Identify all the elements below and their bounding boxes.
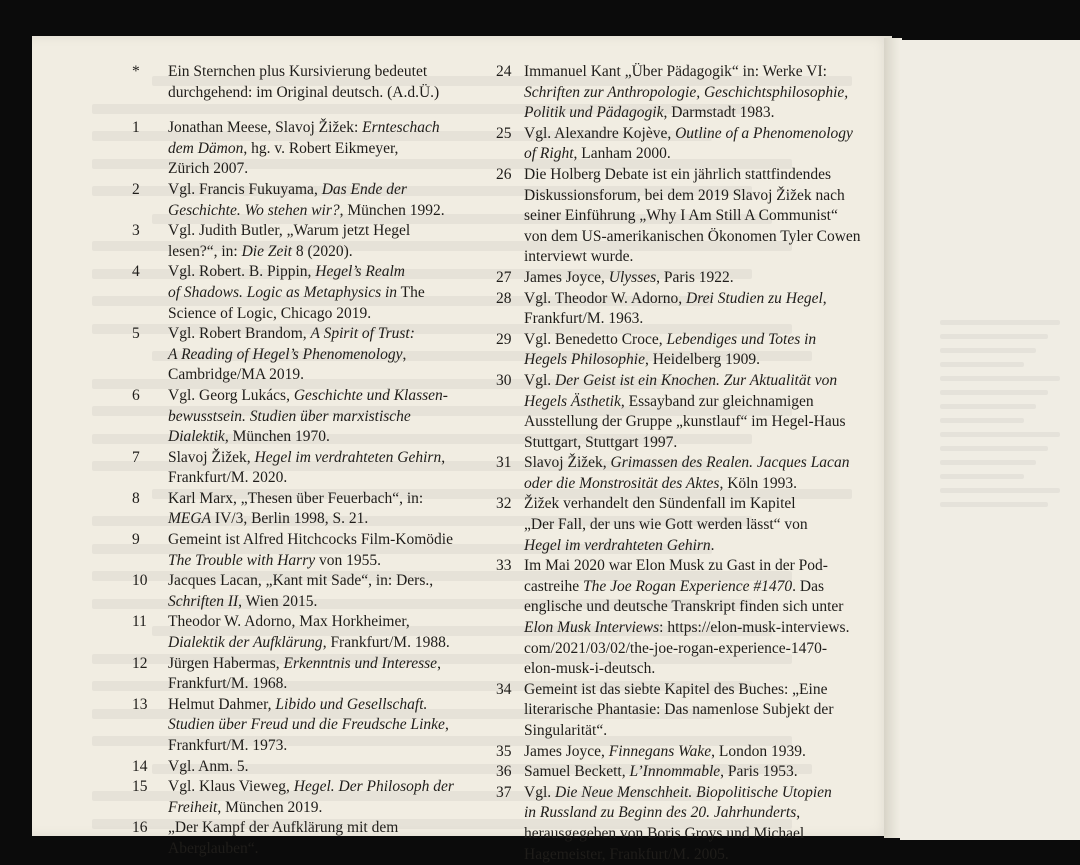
endnote-asterisk bbox=[128, 62, 488, 103]
endnote-number: 32 bbox=[496, 495, 512, 513]
endnote-text-run: , München 1970. bbox=[224, 428, 330, 446]
endnote-italic-title: Erkenntnis und Interesse bbox=[283, 654, 438, 672]
endnote-text-run: Vgl. Georg Lukács, bbox=[168, 386, 294, 404]
endnote-italic-title: Drei Studien zu Hegel bbox=[686, 289, 823, 307]
endnote-text bbox=[524, 680, 878, 742]
endnote-text bbox=[168, 221, 488, 262]
endnote-number: 10 bbox=[132, 572, 148, 590]
endnote-28 bbox=[488, 289, 878, 330]
endnote-number: 3 bbox=[132, 222, 140, 240]
endnote-number: 1 bbox=[132, 119, 140, 137]
endnote-26 bbox=[488, 165, 878, 268]
endnote-text-run: , Frankfurt/M. 1968. bbox=[168, 654, 441, 693]
endnote-text bbox=[524, 371, 878, 453]
endnote-text-run: . bbox=[710, 536, 715, 554]
endnote-text-run: Slavoj Žižek, bbox=[524, 454, 611, 472]
show-through-line bbox=[940, 502, 1048, 507]
endnote-number: 11 bbox=[132, 613, 147, 631]
endnote-33 bbox=[488, 556, 878, 680]
endnote-9 bbox=[128, 530, 488, 571]
endnote-number: 27 bbox=[496, 268, 512, 286]
endnote-text bbox=[524, 494, 878, 556]
endnote-text-run: , Heidelberg 1909. bbox=[644, 351, 761, 369]
endnote-text bbox=[168, 180, 488, 221]
endnote-italic-title: Ernteschach dem Dämon bbox=[168, 119, 440, 157]
endnote-number: 7 bbox=[132, 448, 140, 466]
endnote-text-run: . Das englische und deutsche Transkript finden sich unter bbox=[524, 577, 844, 616]
endnote-text bbox=[524, 289, 878, 330]
endnote-text-run: The Science of Logic, Chicago 2019. bbox=[168, 283, 425, 322]
endnote-4 bbox=[128, 262, 488, 324]
show-through-line bbox=[940, 334, 1048, 339]
endnote-text bbox=[524, 742, 878, 763]
endnote-text-run: Theodor W. Adorno, Max Horkheimer, bbox=[168, 613, 410, 631]
endnote-15 bbox=[128, 777, 488, 818]
endnote-text bbox=[524, 62, 878, 124]
endnote-text-run: Karl Marx, „Thesen über Feuerbach“, in: bbox=[168, 489, 424, 507]
endnote-number: 15 bbox=[132, 778, 148, 796]
endnote-text-run: , Paris 1953. bbox=[720, 763, 798, 781]
endnote-8 bbox=[128, 489, 488, 530]
endnote-text bbox=[524, 762, 878, 783]
endnote-text bbox=[168, 62, 488, 103]
endnote-text-run: Vgl. Francis Fukuyama, bbox=[168, 180, 322, 198]
endnote-6 bbox=[128, 386, 488, 448]
endnote-italic-title: A Spirit of Trust: A Reading of Hegel’s Phenomenology bbox=[168, 325, 415, 363]
endnote-text bbox=[168, 571, 488, 612]
endnote-36 bbox=[488, 762, 878, 783]
show-through-line bbox=[940, 460, 1036, 465]
endnote-number: 5 bbox=[132, 325, 140, 343]
endnote-text-run: Die Holberg Debate ist ein jährlich stattfindendes Diskussionsforum, bei dem 2019 Slavoj Žižek nach seiner Einführung „Why I Am Still A Communist“ von dem US-amerikanischen Ökonomen Tyler Cowen interviewt wurde. bbox=[524, 165, 861, 266]
endnote-34 bbox=[488, 680, 878, 742]
endnote-italic-title: The Joe Rogan Experience #1470 bbox=[582, 577, 793, 595]
endnote-text-run: , Frankfurt/M. 1988. bbox=[322, 634, 450, 652]
show-through-line bbox=[940, 362, 1024, 367]
endnotes-left-column bbox=[128, 62, 488, 860]
endnote-text-run: , Essayband zur gleichnamigen Ausstellung der Gruppe „kunstlauf“ im Hegel-Haus Stuttgart, Stuttgart 1997. bbox=[524, 392, 846, 451]
endnote-number: 36 bbox=[496, 763, 512, 781]
endnote-text bbox=[524, 556, 878, 680]
endnote-text-run: Jonathan Meese, Slavoj Žižek: bbox=[168, 119, 363, 137]
endnote-1 bbox=[128, 118, 488, 180]
endnote-italic-title: Finnegans Wake bbox=[608, 742, 712, 760]
endnote-30 bbox=[488, 371, 878, 453]
endnote-italic-title: Hegel’s Realm of Shadows. Logic as Metaphysics in bbox=[168, 263, 405, 301]
endnote-text-run: von 1955. bbox=[315, 551, 381, 569]
endnote-italic-title: Der Geist ist ein Knochen. Zur Aktualität von Hegels Ästhetik bbox=[524, 371, 838, 410]
endnote-text-run: , Lanham 2000. bbox=[573, 145, 671, 163]
endnote-text-run: Vgl. Judith Butler, „Warum jetzt Hegel lesen?“, in: bbox=[168, 222, 411, 260]
endnote-text-run: James Joyce, bbox=[524, 742, 609, 760]
endnote-text-run: Gemeint ist das siebte Kapitel des Buches: „Eine literarische Phantasie: Das namenlose Subjekt der Singularität“. bbox=[524, 680, 834, 739]
endnote-italic-title: Hegel. Der Philosoph der Freiheit bbox=[168, 778, 454, 816]
endnote-text-run: , Darmstadt 1983. bbox=[663, 104, 775, 122]
endnote-italic-title: Hegel im verdrahteten Gehirn bbox=[524, 536, 711, 554]
endnote-text bbox=[524, 124, 878, 165]
endnote-italic-title: L’Innommable bbox=[629, 763, 721, 781]
endnote-text-run: , München 1992. bbox=[339, 201, 445, 219]
endnote-text-run: Jürgen Habermas, bbox=[168, 654, 284, 672]
endnote-text bbox=[168, 695, 488, 757]
endnote-27 bbox=[488, 268, 878, 289]
endnote-text-run: Helmut Dahmer, bbox=[168, 695, 276, 713]
endnote-text-run: , Frankfurt/M. 1973. bbox=[168, 716, 449, 754]
endnote-italic-title: Die Neue Menschheit. Biopolitische Utopien in Russland zu Beginn des 20. Jahrhunderts bbox=[524, 783, 832, 822]
endnote-text-run: 8 (2020). bbox=[291, 242, 353, 260]
endnote-number: 37 bbox=[496, 783, 512, 801]
endnote-number: 26 bbox=[496, 165, 512, 183]
endnote-29 bbox=[488, 330, 878, 371]
endnote-text-run: , Frankfurt/M. 2020. bbox=[168, 448, 446, 487]
endnote-16 bbox=[128, 818, 488, 859]
endnote-text-run: Ein Sternchen plus Kursivierung bedeutet durchgehend: im Original deutsch. (A.d.Ü.) bbox=[168, 63, 440, 101]
endnote-text-run: , London 1939. bbox=[711, 742, 806, 760]
endnote-text bbox=[168, 489, 488, 530]
endnote-text-run: Jacques Lacan, „Kant mit Sade“, in: Ders., bbox=[168, 572, 434, 590]
endnote-number: 9 bbox=[132, 531, 140, 549]
endnote-number: 28 bbox=[496, 289, 512, 307]
endnote-text bbox=[168, 654, 488, 695]
endnote-number: 2 bbox=[132, 180, 140, 198]
endnote-number: * bbox=[132, 63, 140, 80]
show-through-line bbox=[940, 390, 1048, 395]
endnote-text-run: Vgl. Alexandre Kojève, bbox=[524, 124, 676, 142]
endnote-italic-title: Outline of a Phenomenology of Right bbox=[524, 124, 853, 163]
endnote-italic-title: Schriften zur Anthropologie, Geschichtsphilosophie, Politik und Pädagogik bbox=[524, 83, 849, 122]
endnote-3 bbox=[128, 221, 488, 262]
endnote-number: 25 bbox=[496, 124, 512, 142]
endnote-text bbox=[168, 386, 488, 448]
endnote-number: 13 bbox=[132, 695, 148, 713]
endnotes-right-column bbox=[488, 62, 878, 865]
endnote-text-run: , Cambridge/MA 2019. bbox=[168, 345, 407, 384]
endnote-text bbox=[168, 530, 488, 571]
endnote-number: 35 bbox=[496, 742, 512, 760]
endnote-italic-title: Lebendiges und Totes in Hegels Philosophie bbox=[524, 330, 817, 369]
endnote-italic-title: Dialektik der Aufklärung bbox=[168, 634, 323, 652]
endnote-text-run: Vgl. Theodor W. Adorno, bbox=[524, 289, 687, 307]
endnote-text-run: , hg. v. Robert Eikmeyer, Zürich 2007. bbox=[168, 139, 399, 178]
facing-page-show-through bbox=[900, 40, 1080, 840]
endnote-italic-title: Elon Musk Interviews bbox=[524, 619, 660, 637]
endnote-text-run: Vgl. Robert Brandom, bbox=[168, 325, 311, 343]
endnote-text bbox=[168, 818, 488, 859]
show-through-line bbox=[940, 320, 1060, 325]
endnote-text-run: IV/3, Berlin 1998, S. 21. bbox=[211, 510, 369, 528]
endnote-5 bbox=[128, 324, 488, 386]
show-through-line bbox=[940, 348, 1036, 353]
endnote-text bbox=[524, 330, 878, 371]
endnote-number: 16 bbox=[132, 819, 148, 837]
endnote-number: 33 bbox=[496, 557, 512, 575]
endnote-text-run: , Frankfurt/M. 1963. bbox=[524, 289, 827, 328]
endnote-text-run: James Joyce, bbox=[524, 268, 609, 286]
endnote-italic-title: MEGA bbox=[168, 510, 212, 528]
endnote-text bbox=[524, 453, 878, 494]
endnote-text-run: Samuel Beckett, bbox=[524, 763, 630, 781]
show-through-line bbox=[940, 474, 1024, 479]
show-through-line bbox=[940, 418, 1024, 423]
endnote-31 bbox=[488, 453, 878, 494]
endnote-24 bbox=[488, 62, 878, 124]
endnote-number: 31 bbox=[496, 454, 512, 472]
show-through-line bbox=[940, 446, 1048, 451]
endnote-number: 14 bbox=[132, 757, 148, 775]
show-through-line bbox=[940, 432, 1060, 437]
endnote-32 bbox=[488, 494, 878, 556]
endnote-11 bbox=[128, 612, 488, 653]
endnote-7 bbox=[128, 448, 488, 489]
endnote-number: 6 bbox=[132, 386, 140, 404]
endnote-text-run: Vgl. bbox=[524, 783, 555, 801]
endnote-text bbox=[168, 448, 488, 489]
endnote-text-run: , Paris 1922. bbox=[656, 268, 734, 286]
show-through-line bbox=[940, 376, 1060, 381]
show-through-line bbox=[940, 404, 1036, 409]
endnote-text-run: Žižek verhandelt den Sündenfall im Kapitel „Der Fall, der uns wie Gott werden lässt“ von bbox=[524, 495, 808, 534]
endnote-number: 4 bbox=[132, 263, 140, 281]
endnote-text-run: Vgl. bbox=[524, 371, 555, 389]
endnote-text-run: Vgl. Anm. 5. bbox=[168, 757, 249, 775]
endnote-2 bbox=[128, 180, 488, 221]
endnote-number: 30 bbox=[496, 371, 512, 389]
endnote-number: 29 bbox=[496, 330, 512, 348]
endnote-number: 8 bbox=[132, 489, 140, 507]
endnote-italic-title: Geschichte und Klassen- bewusstsein. Studien über marxistische Dialektik bbox=[168, 386, 448, 446]
endnote-number: 24 bbox=[496, 63, 512, 80]
endnote-number: 34 bbox=[496, 680, 512, 698]
endnote-italic-title: Libido und Gesellschaft. Studien über Freud und die Freudsche Linke bbox=[168, 695, 445, 734]
endnote-text-run: , Wien 2015. bbox=[238, 592, 318, 610]
endnote-italic-title: Das Ende der Geschichte. Wo stehen wir? bbox=[168, 180, 407, 219]
endnote-12 bbox=[128, 654, 488, 695]
facing-page bbox=[900, 40, 1080, 840]
endnote-text-run: , München 2019. bbox=[217, 798, 323, 816]
endnote-text bbox=[168, 324, 488, 386]
endnote-italic-title: Die Zeit bbox=[241, 242, 292, 260]
endnote-text-run: Vgl. Benedetto Croce, bbox=[524, 330, 667, 348]
endnote-italic-title: The Trouble with Harry bbox=[168, 551, 316, 569]
endnote-number: 12 bbox=[132, 654, 148, 672]
endnote-text bbox=[168, 612, 488, 653]
endnote-text-run: Slavoj Žižek, bbox=[168, 448, 255, 466]
endnote-italic-title: Hegel im verdrahteten Gehirn bbox=[254, 448, 442, 466]
endnote-35 bbox=[488, 742, 878, 763]
endnote-italic-title: Schriften II bbox=[168, 592, 239, 610]
endnote-text bbox=[168, 757, 488, 778]
endnote-text bbox=[168, 118, 488, 180]
endnote-text-run: „Der Kampf der Aufklärung mit dem Aberglauben“. bbox=[168, 819, 399, 857]
endnote-text bbox=[168, 262, 488, 324]
endnote-text-run: , Köln 1993. bbox=[719, 474, 797, 492]
endnote-italic-title: Ulysses bbox=[608, 268, 657, 286]
endnote-13 bbox=[128, 695, 488, 757]
endnote-text bbox=[168, 777, 488, 818]
endnote-italic-title: Grimassen des Realen. Jacques Lacan oder die Monstrosität des Aktes bbox=[524, 454, 850, 492]
show-through-line bbox=[940, 488, 1060, 493]
endnote-text bbox=[524, 268, 878, 289]
endnote-14 bbox=[128, 757, 488, 778]
endnote-10 bbox=[128, 571, 488, 612]
endnote-text-run: : https://elon-musk-interviews. com/2021/03/02/the-joe-rogan-experience-1470- elon-musk-i-deutsch. bbox=[524, 619, 850, 678]
endnote-text-run: Gemeint ist Alfred Hitchcocks Film-Komödie bbox=[168, 531, 453, 549]
endnote-text bbox=[524, 165, 878, 268]
endnote-text-run: Vgl. Robert. B. Pippin, bbox=[168, 263, 316, 281]
endnote-text-run: Immanuel Kant „Über Pädagogik“ in: Werke VI: bbox=[524, 63, 827, 80]
endnote-text-run: , herausgegeben von Boris Groys und Michael Hagemeister, Frankfurt/M. 2005. bbox=[524, 804, 805, 863]
endnote-25 bbox=[488, 124, 878, 165]
endnote-text-run: Vgl. Klaus Vieweg, bbox=[168, 778, 294, 796]
endnote-text-run: Im Mai 2020 war Elon Musk zu Gast in der Pod- castreihe bbox=[524, 557, 828, 595]
